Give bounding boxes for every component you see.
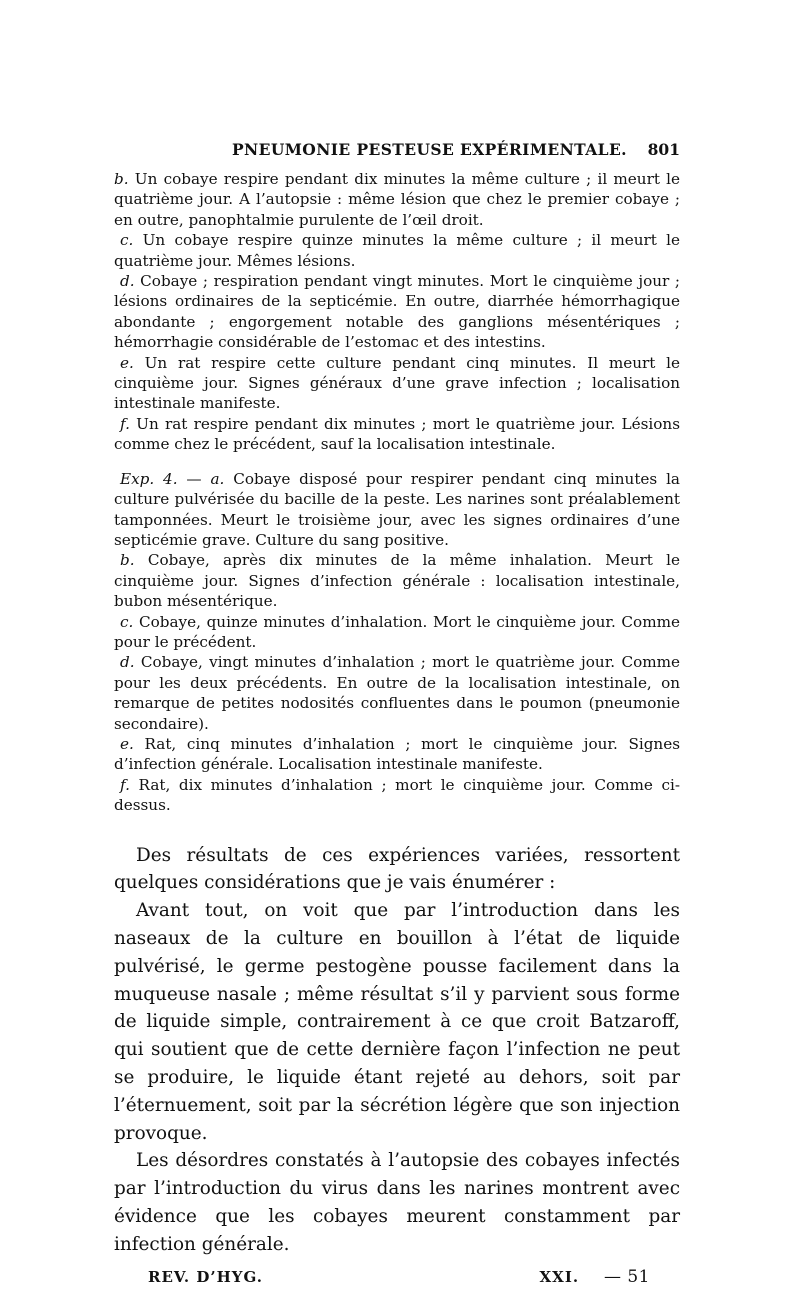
exp4-paragraph-f [114, 775, 680, 816]
exp4-paragraph-b [114, 550, 680, 611]
page [114, 140, 680, 1287]
paragraph-text: Un cobaye respire pendant dix minutes la même culture ; il meurt le quatrième jour. A l’autopsie : même lésion que chez le premier cobaye ; en outre, panophtalmie purulente de l’œil droit. [114, 170, 680, 229]
paragraph-text: Un rat respire pendant dix minutes ; mort le quatrième jour. Lésions comme chez le précédent, sauf la localisation intestinale. [114, 414, 680, 454]
running-head [114, 140, 680, 159]
experiment-4 [114, 469, 680, 816]
exp3-paragraph-b [114, 169, 680, 230]
paragraph-text: Cobaye, vingt minutes d’inhalation ; mort le quatrième jour. Comme pour les deux précédents. En outre de la localisation intestinale, on remarque de petites nodosités confluentes dans le poumon (pneumonie secondaire). [114, 653, 680, 733]
paragraph-letter: f. [120, 775, 130, 794]
exp3-paragraph-d [114, 271, 680, 353]
paragraph-text: Cobaye, après dix minutes de la même inhalation. Meurt le cinquième jour. Signes d’infection générale : localisation intestinale, bubon mésentérique. [114, 551, 680, 611]
exp4-paragraph-c [114, 612, 680, 653]
running-title: PNEUMONIE PESTEUSE EXPÉRIMENTALE. [232, 140, 627, 159]
paragraph-text: Cobaye ; respiration pendant vingt minutes. Mort le cinquième jour ; lésions ordinaires de la septicémie. En outre, diarrhée hémorrhagique abondante ; engorgement notable des ganglions mésentériques ; hémorrhagie considérable de l’estomac et des intestins. [114, 272, 680, 352]
volume-signature [540, 1267, 650, 1287]
exp4-paragraph-d [114, 652, 680, 734]
paragraph-text: Cobaye disposé pour respirer pendant cinq minutes la culture pulvérisée du bacille de la peste. Les narines sont préalablement tamponnées. Meurt le troisième jour, avec les signes ordinaires d’une septicémie grave. Culture du sang positive. [114, 469, 680, 549]
experiment-label: Exp. 4. [120, 469, 178, 488]
exp4-paragraph-e [114, 734, 680, 775]
paragraph-letter: d. [120, 272, 135, 291]
page-footer [114, 1267, 680, 1287]
paragraph-letter: c. [120, 231, 134, 250]
paragraph-letter: b. [120, 551, 135, 570]
conclusion-paragraph: Des résultats de ces expériences variées, ressortent quelques considérations que je vais énumérer : [114, 844, 680, 894]
paragraph-letter: e. [120, 353, 134, 372]
conclusions [114, 842, 680, 1259]
experiment-dash: — [177, 469, 211, 488]
exp3-paragraph-e [114, 353, 680, 414]
paragraph-text: Un cobaye respire quinze minutes la même culture ; il meurt le quatrième jour. Mêmes lésions. [114, 231, 680, 270]
sheet-signature: — 51 [603, 1266, 650, 1287]
section-gap [114, 455, 680, 469]
paragraph-letter: b. [114, 170, 129, 188]
conclusion-paragraph: Avant tout, on voit que par l’introduction dans les naseaux de la culture en bouillon à l’état de liquide pulvérisé, le germe pestogène pousse facilement dans la muqueuse nasale ; même résultat s’il y parvient sous forme de liquide simple, contrairement à ce que croit Batzaroff, qui soutient que de cette dernière façon l’infection ne peut se produire, le liquide étant rejeté au dehors, soit par l’éternuement, soit par la sécrétion légère que son injection provoque. [114, 900, 680, 1144]
conclusion-paragraph: Les désordres constatés à l’autopsie des cobayes infectés par l’introduction du virus dans les narines montrent avec évidence que les cobayes meurent constamment par infection générale. [114, 1150, 680, 1255]
paragraph-letter: c. [120, 612, 134, 631]
volume-number: XXI. [539, 1267, 580, 1286]
exp3-paragraph-f [114, 414, 680, 455]
paragraph-text: Un rat respire cette culture pendant cinq minutes. Il meurt le cinquième jour. Signes généraux d’une grave infection ; localisation intestinale manifeste. [114, 353, 680, 413]
paragraph-text: Cobaye, quinze minutes d’inhalation. Mort le cinquième jour. Comme pour le précédent. [114, 612, 680, 651]
page-number: 801 [647, 140, 680, 159]
exp4-paragraph-a [114, 469, 680, 551]
paragraph-letter: f. [120, 414, 130, 433]
experiment-3-continued [114, 169, 680, 455]
journal-abbreviation: REV. D’HYG. [148, 1267, 263, 1286]
paragraph-text: Rat, dix minutes d’inhalation ; mort le cinquième jour. Comme ci-dessus. [114, 775, 680, 815]
paragraph-text: Rat, cinq minutes d’inhalation ; mort le cinquième jour. Signes d’infection générale. Localisation intestinale manifeste. [114, 734, 680, 774]
exp3-paragraph-c [114, 230, 680, 271]
paragraph-letter: a. [210, 469, 225, 488]
paragraph-letter: d. [120, 653, 135, 672]
paragraph-letter: e. [120, 734, 134, 753]
